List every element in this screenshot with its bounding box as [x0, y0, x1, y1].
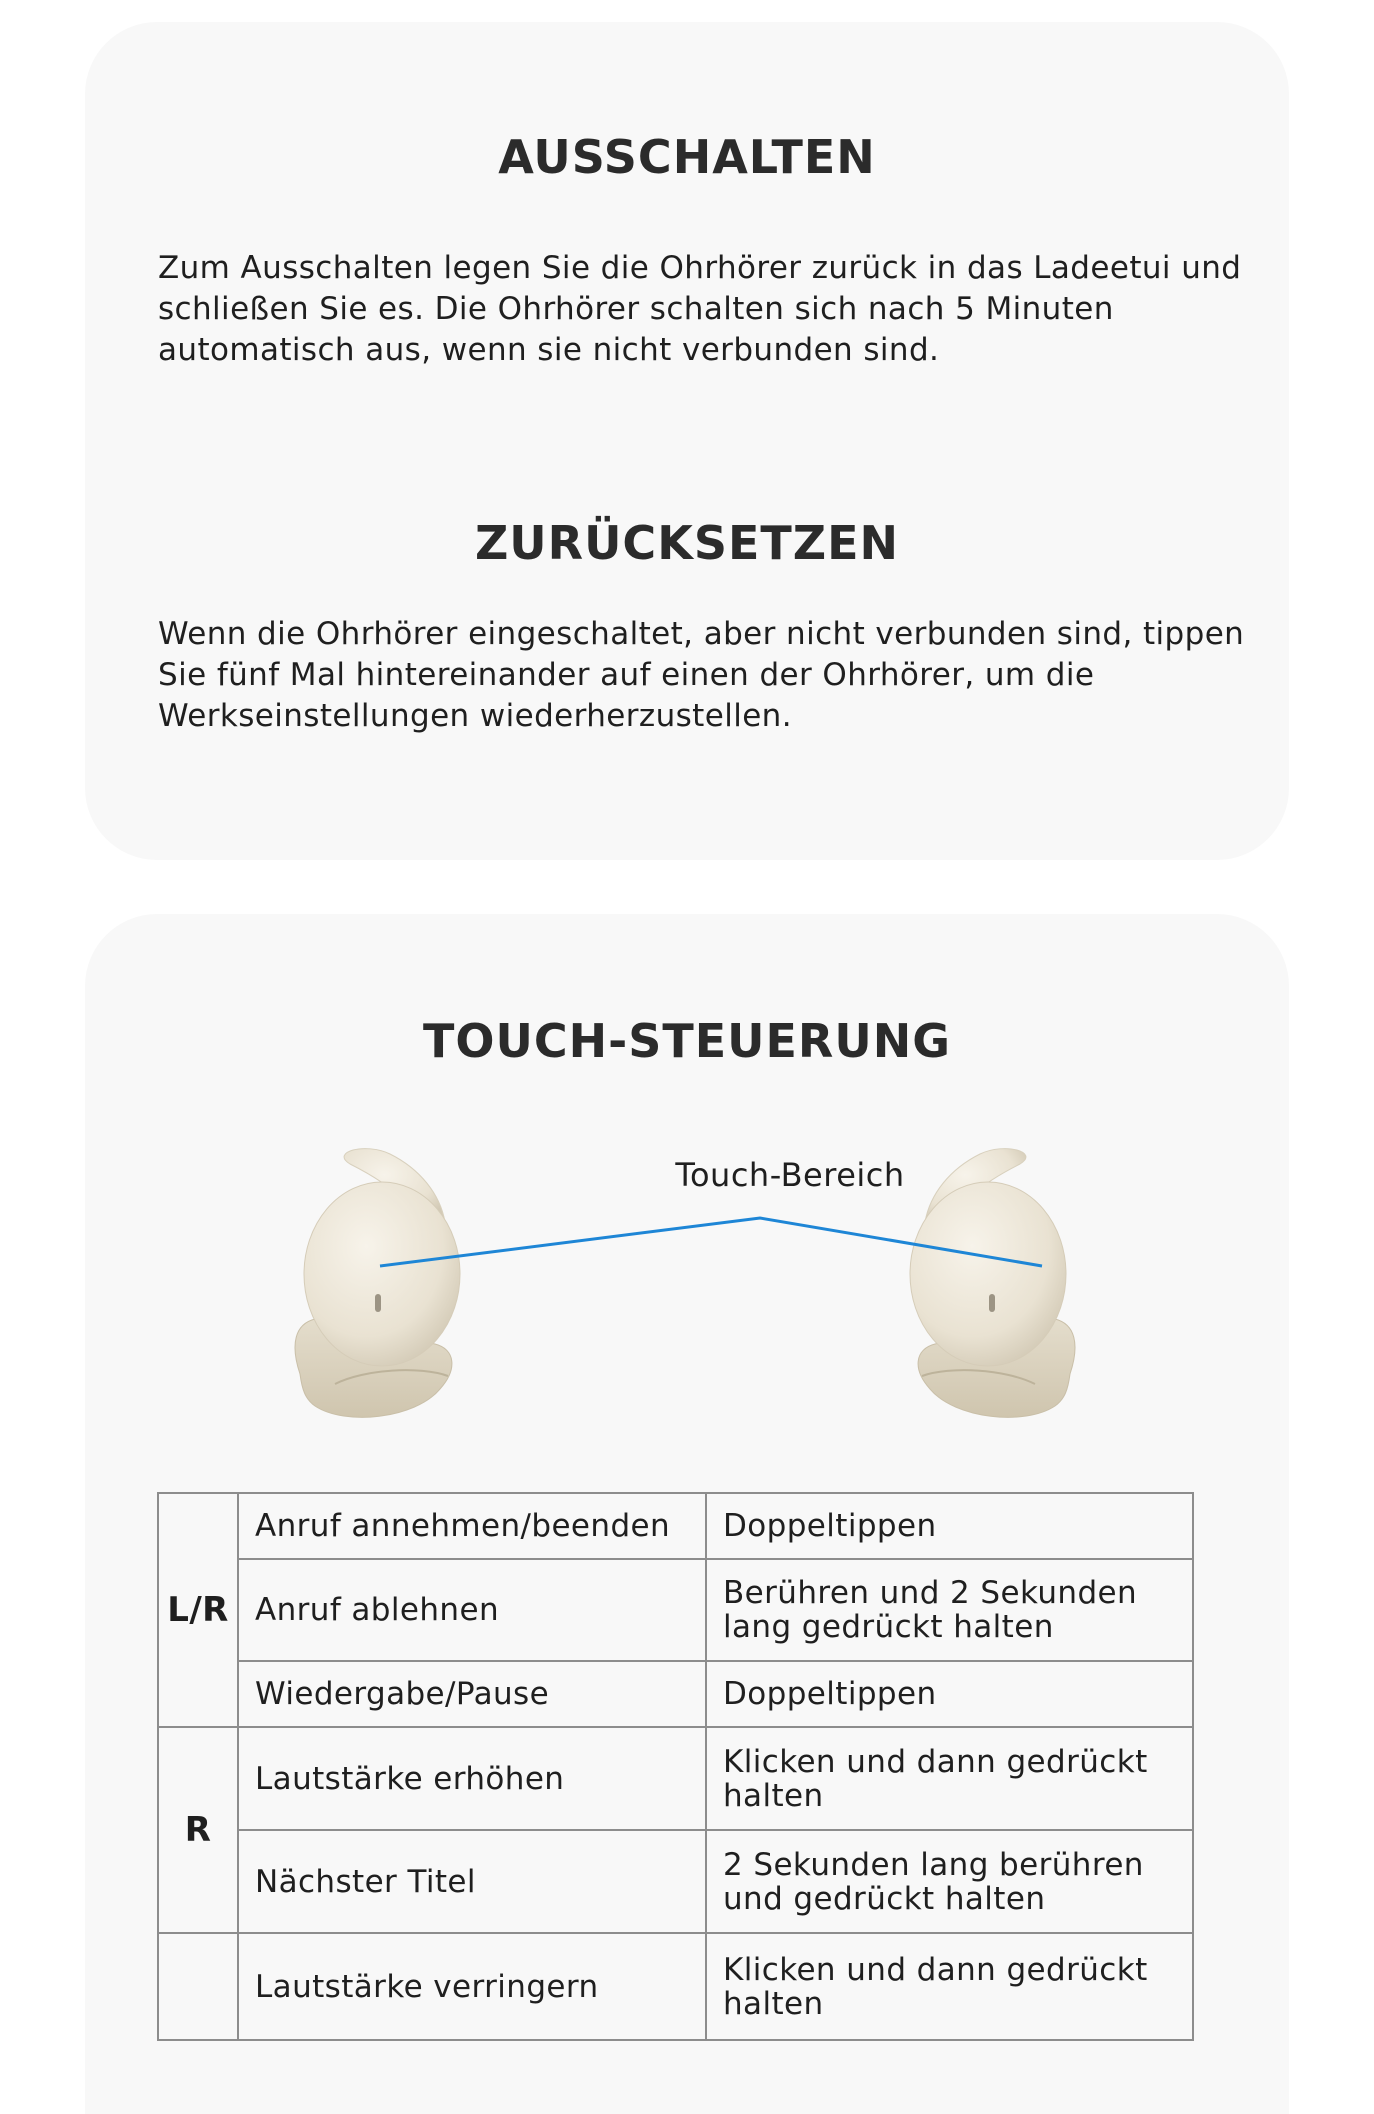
reset-text: Wenn die Ohrhörer eingeschaltet, aber nicht verbunden sind, tippen Sie fünf Mal hintereinander auf einen der Ohrhörer, um die Werkseinstellungen wiederherzustellen. [158, 616, 1245, 734]
power-off-heading: AUSSCHALTEN [498, 130, 876, 184]
touch-controls-heading: TOUCH-STEUERUNG [423, 1014, 951, 1068]
earbuds-illustration [270, 1144, 1100, 1474]
side-label-lr: L/R [158, 1493, 238, 1727]
side-label-l [158, 1933, 238, 2040]
action-cell: Lautstärke erhöhen [238, 1727, 706, 1830]
table-row [158, 1727, 1193, 1830]
power-reset-card [85, 22, 1289, 860]
left-earbud [295, 1149, 460, 1418]
action-cell: Anruf ablehnen [238, 1559, 706, 1661]
action-cell: Anruf annehmen/beenden [238, 1493, 706, 1559]
gesture-cell: Doppeltippen [706, 1661, 1193, 1727]
action-cell: Nächster Titel [238, 1830, 706, 1933]
table-row [158, 1661, 1193, 1727]
table-row [158, 1933, 1193, 2040]
action-cell: Lautstärke verringern [238, 1933, 706, 2040]
gesture-cell: Berühren und 2 Sekunden lang gedrückt halten [706, 1559, 1193, 1661]
touch-area-label: Touch-Bereich [675, 1156, 905, 1194]
side-label-r: R [158, 1727, 238, 1933]
reset-heading: ZURÜCKSETZEN [474, 516, 900, 570]
table-row [158, 1830, 1193, 1933]
gesture-cell: 2 Sekunden lang berühren und gedrückt halten [706, 1830, 1193, 1933]
table-row [158, 1559, 1193, 1661]
gesture-cell: Klicken und dann gedrückt halten [706, 1727, 1193, 1830]
power-off-text: Zum Ausschalten legen Sie die Ohrhörer zurück in das Ladeetui und schließen Sie es. Die Ohrhörer schalten sich nach 5 Minuten automatisch aus, wenn sie nicht verbunden sind. [158, 250, 1242, 368]
gesture-cell: Klicken und dann gedrückt halten [706, 1933, 1193, 2040]
touch-controls-card [85, 914, 1289, 2114]
touch-controls-table [157, 1492, 1194, 2041]
gesture-cell: Doppeltippen [706, 1493, 1193, 1559]
right-earbud [910, 1149, 1075, 1418]
action-cell: Wiedergabe/Pause [238, 1661, 706, 1727]
table-row [158, 1493, 1193, 1559]
